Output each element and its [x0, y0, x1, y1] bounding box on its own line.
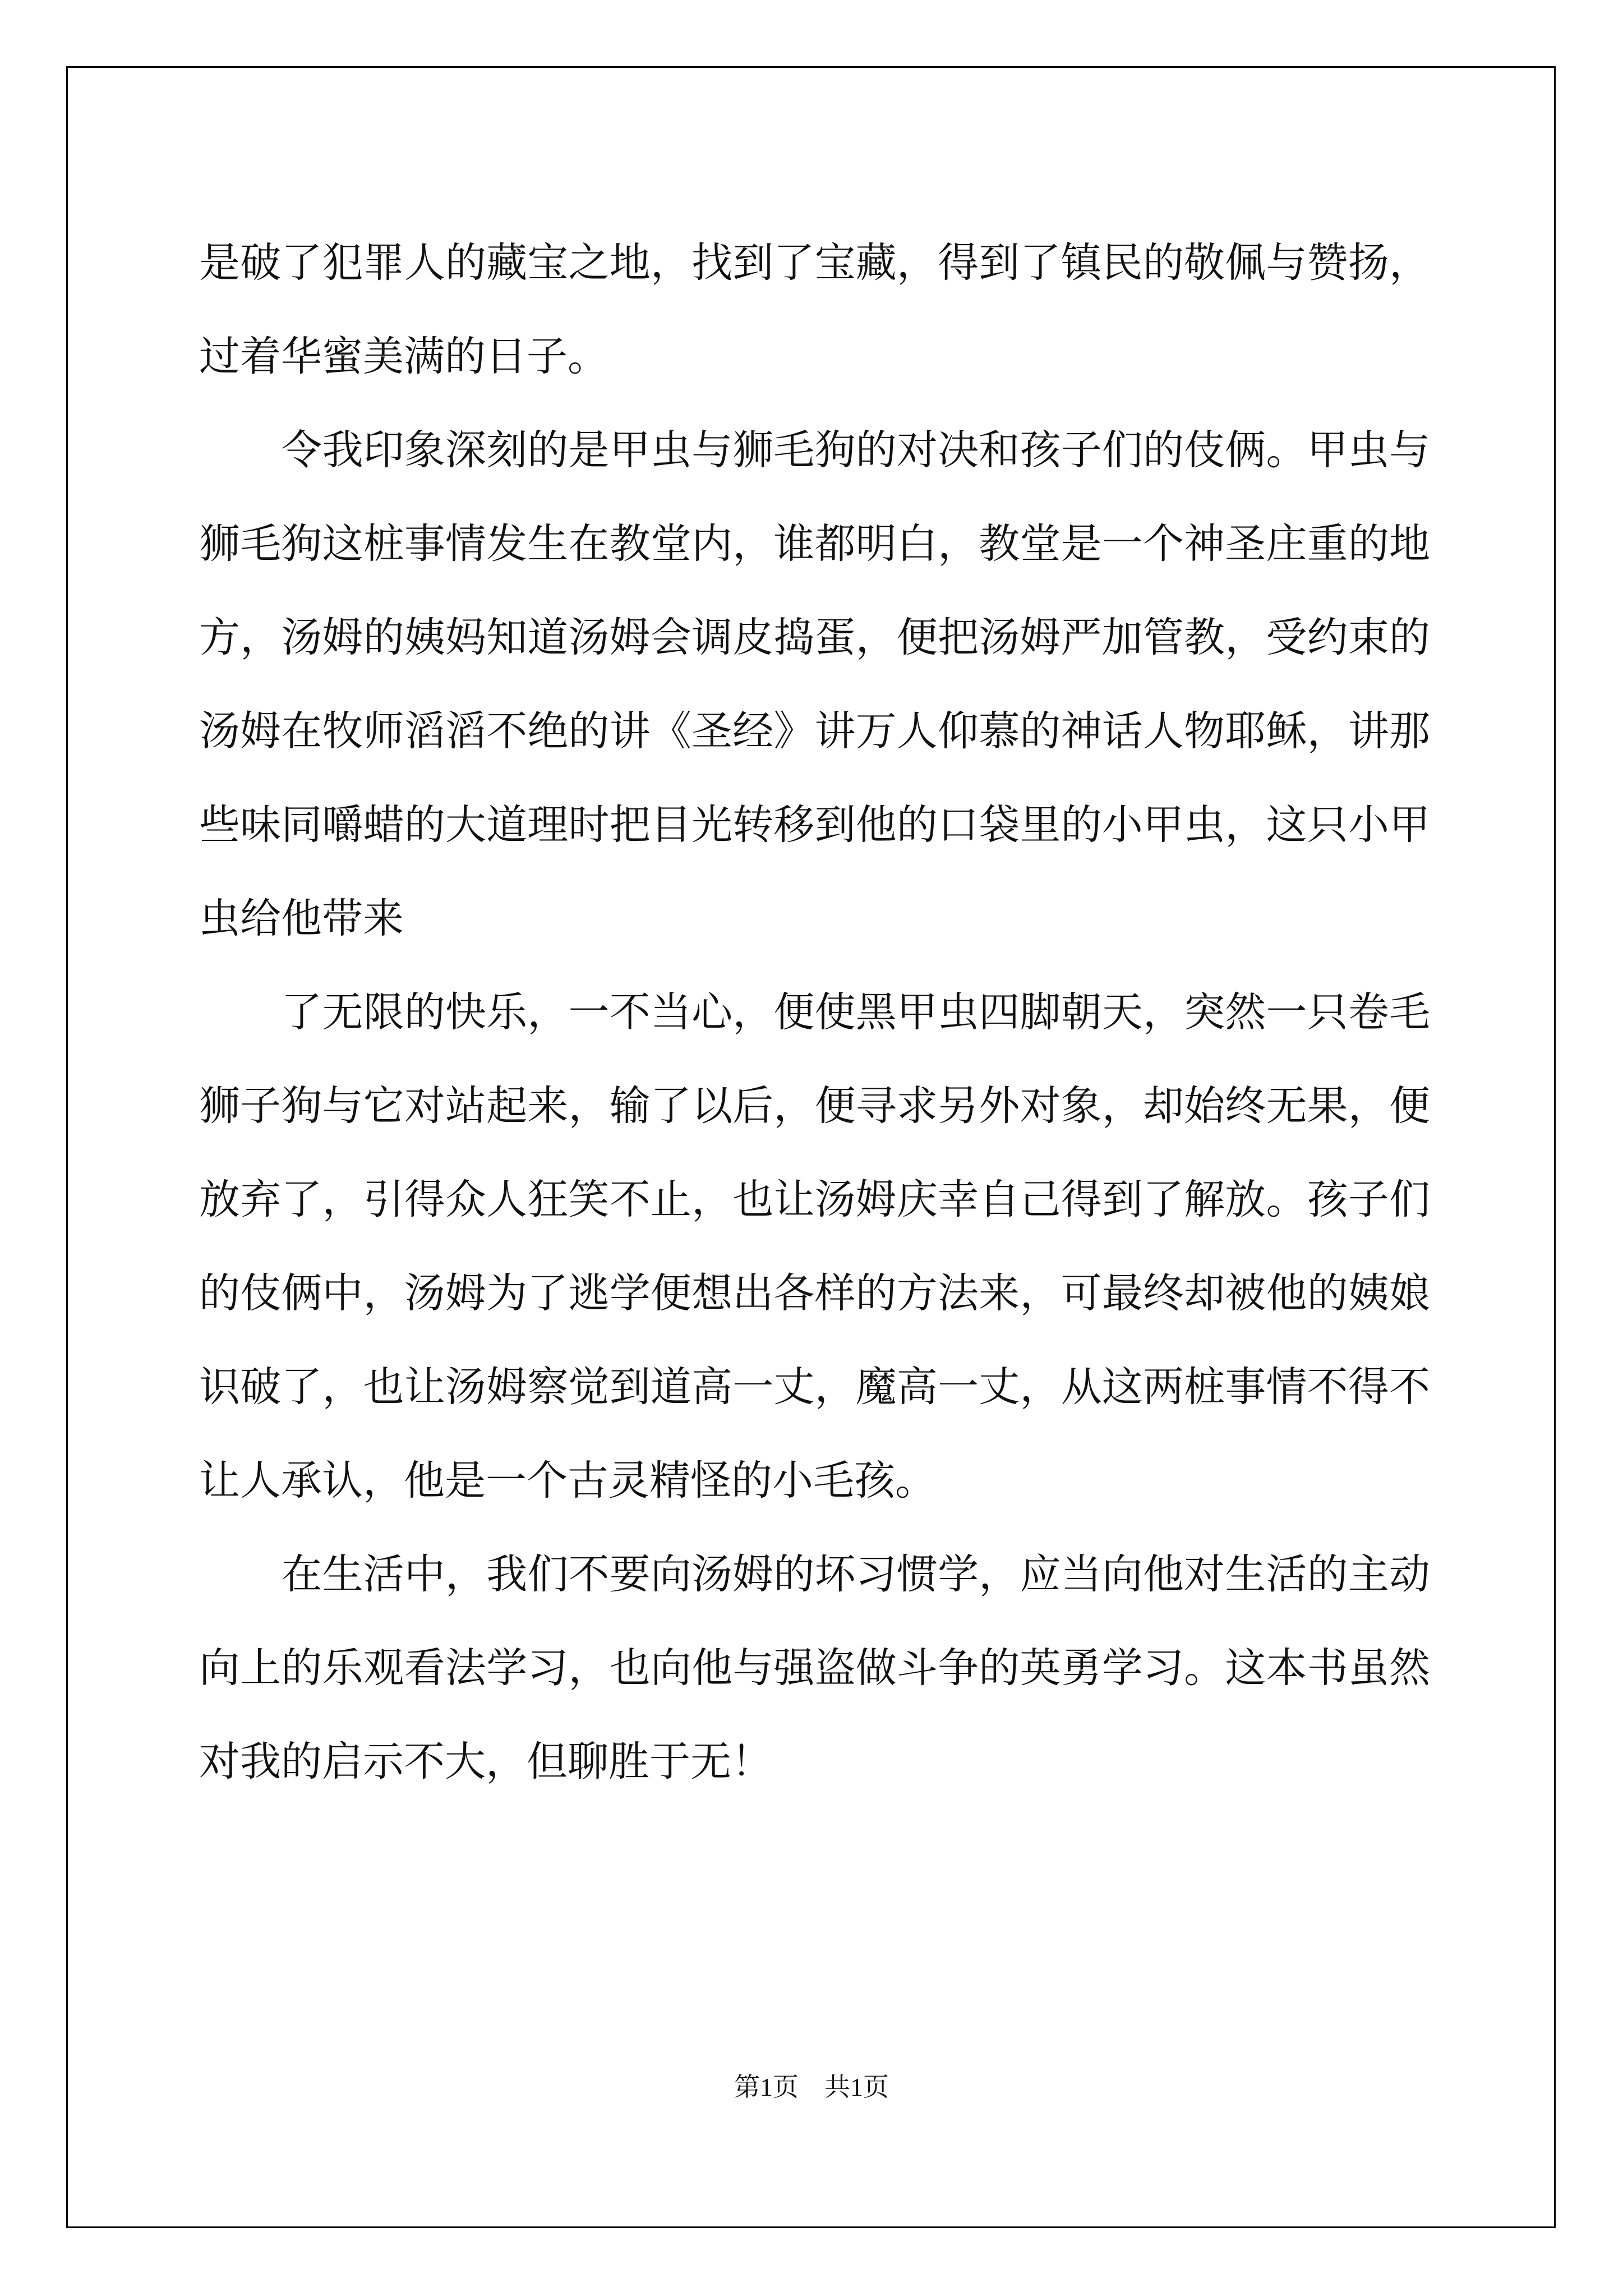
document-body: [199, 216, 1430, 1809]
paragraph-3: 了无限的快乐，一不当心，便使黑甲虫四脚朝天，突然一只卷毛狮子狗与它对站起来，输了以后，便寻求另外对象，却始终无果，便放弃了，引得众人狂笑不止，也让汤姆庆幸自己得到了解放。孩子们的伎俩中，汤姆为了逃学便想出各样的方法来，可最终却被他的姨娘识破了，也让汤姆察觉到道高一丈，魔高一丈，从这两桩事情不得不让人承认，他是一个古灵精怪的小毛孩。: [199, 988, 1430, 1504]
page-footer: 第1页 共1页: [734, 2073, 889, 2101]
paragraph-2: 令我印象深刻的是甲虫与狮毛狗的对决和孩子们的伎俩。甲虫与狮毛狗这桩事情发生在教堂内，谁都明白，教堂是一个神圣庄重的地方，汤姆的姨妈知道汤姆会调皮捣蛋，便把汤姆严加管教，受约束的汤姆在牧师滔滔不绝的讲《圣经》讲万人仰慕的神话人物耶稣，讲那些味同嚼蜡的大道理时把目光转移到他的口袋里的小甲虫，这只小甲虫给他带来: [199, 426, 1430, 942]
paragraph-1: 是破了犯罪人的藏宝之地，找到了宝藏，得到了镇民的敬佩与赞扬，过着华蜜美满的日子。: [199, 239, 1430, 380]
paragraph-4: 在生活中，我们不要向汤姆的坏习惯学，应当向他对生活的主动向上的乐观看法学习，也向他与强盗做斗争的英勇学习。这本书虽然对我的启示不大，但聊胜于无！: [199, 1550, 1430, 1786]
